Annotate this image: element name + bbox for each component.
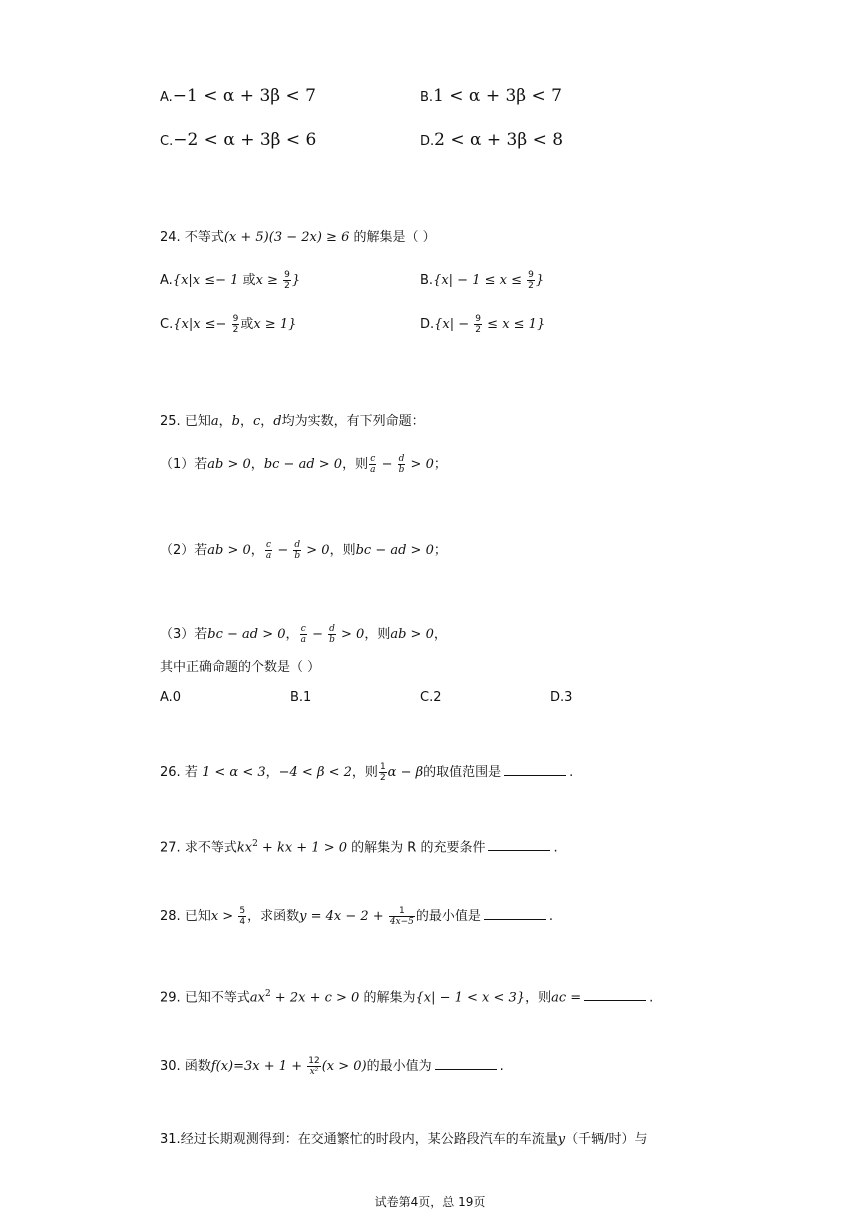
fraction: $\frac{1}{2}$ [379, 762, 386, 783]
q23-option-d: D.2 < α + 3β < 8 [420, 130, 564, 150]
fraction: $\frac{1}{4x-5}$ [389, 906, 414, 927]
answer-blank [435, 1057, 497, 1070]
q24-option-a: A.{x|x ≤− 1 或x ≥ $\frac{9}{2}$ } [160, 270, 301, 291]
q25-option-b: B.1 [290, 690, 312, 705]
q25-question: 其中正确命题的个数是（ ） [160, 660, 321, 675]
q28-stem: 28. 已知x > $\frac{5}{4}$ ，求函数y = 4x − 2 + $\frac{1}{4x-5}$ 的最小值是 . [160, 906, 554, 927]
fraction: $\frac{c}{a}$ [265, 540, 272, 561]
q25-option-d: D.3 [550, 690, 573, 705]
answer-blank [584, 988, 646, 1001]
q31-stem: 31.经过长期观测得到：在交通繁忙的时段内，某公路段汽车的车流量y（千辆/时）与 [160, 1132, 648, 1147]
q25-stem: 25. 已知a，b，c，d均为实数，有下列命题： [160, 414, 425, 429]
q24-option-c: C.{x|x ≤− $\frac{9}{2}$ 或x ≥ 1} [160, 314, 297, 335]
fraction: $\frac{12}{\text{x²}}$ [308, 1056, 320, 1077]
q25-proposition-1: （1）若ab > 0，bc − ad > 0，则 $\frac{c}{a}$ − $\frac{d}{b}$ > 0； [160, 454, 447, 475]
q25-proposition-3: （3）若bc − ad > 0， $\frac{c}{a}$ − $\frac{d}{b}$ > 0，则ab > 0， [160, 624, 447, 645]
page-footer: 试卷第4页，总 19页 [374, 1195, 486, 1209]
fraction: $\frac{c}{a}$ [300, 624, 306, 645]
q25-option-c: C.2 [420, 690, 442, 705]
q26-stem: 26. 若 1 < α < 3，−4 < β < 2，则 $\frac{1}{2}$ α − β的取值范围是 . [160, 762, 574, 783]
fraction: $\frac{5}{4}$ [239, 906, 246, 927]
q29-stem: 29. 已知不等式$ax^2 + 2x + c > 0$ 的解集为{x| − 1 < x < 3}，则ac = . [160, 989, 654, 1006]
answer-blank [504, 763, 566, 776]
q24-stem: 24. 不等式(x + 5)(3 − 2x) ≥ 6 的解集是（ ） [160, 230, 436, 245]
fraction: $\frac{9}{2}$ [475, 314, 482, 335]
q25-option-a: A.0 [160, 690, 182, 705]
fraction: $\frac{d}{b}$ [294, 540, 301, 561]
q25-proposition-2: （2）若ab > 0， $\frac{c}{a}$ − $\frac{d}{b}$ > 0，则bc − ad > 0； [160, 540, 447, 561]
q23-option-a: A.−1 < α + 3β < 7 [160, 86, 316, 106]
fraction: $\frac{9}{2}$ [528, 270, 534, 291]
q27-stem: 27. 求不等式$kx^2$ + kx + 1 > 0 的解集为 R 的充要条件 . [160, 839, 558, 856]
fraction: $\frac{9}{2}$ [232, 314, 239, 335]
q23-option-b: B.1 < α + 3β < 7 [420, 86, 562, 106]
fraction: $\frac{c}{a}$ [370, 454, 376, 475]
q24-option-b: B.{x| − 1 ≤ x ≤ $\frac{9}{2}$ } [420, 270, 545, 291]
fraction: $\frac{9}{2}$ [284, 270, 290, 291]
q23-option-c: C.−2 < α + 3β < 6 [160, 130, 317, 150]
q30-stem: 30. 函数f(x)=3x + 1 + $\frac{12}{\text{x²}}$ (x > 0)的最小值为 . [160, 1056, 504, 1077]
fraction: $\frac{d}{b}$ [398, 454, 405, 475]
fraction: $\frac{d}{b}$ [329, 624, 335, 645]
q24-option-d: D.{x| − $\frac{9}{2}$ ≤ x ≤ 1} [420, 314, 546, 335]
answer-blank [484, 907, 546, 920]
answer-blank [488, 838, 550, 851]
